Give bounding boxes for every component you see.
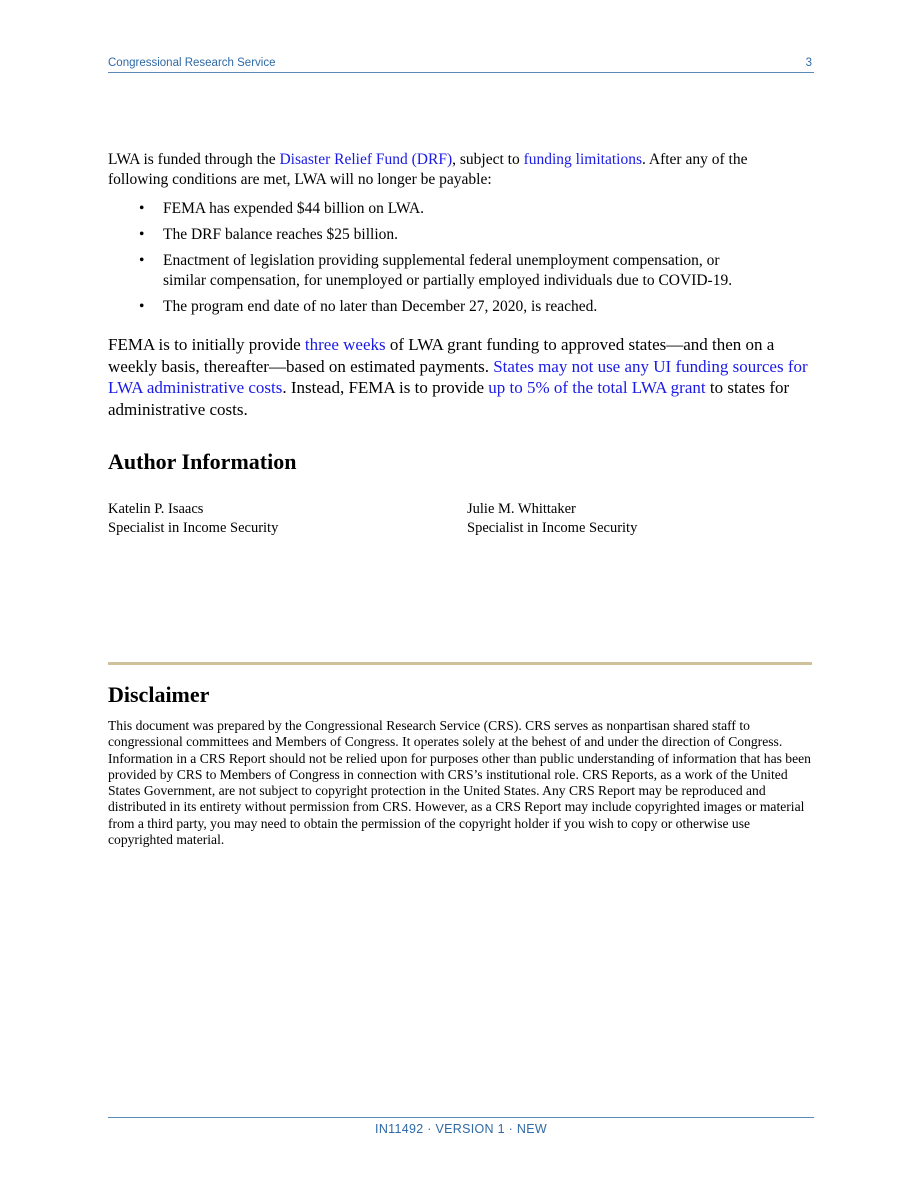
- disclaimer-heading: Disclaimer: [108, 682, 210, 707]
- list-item-text: FEMA has expended $44 billion on LWA.: [163, 200, 425, 217]
- list-item: [108, 251, 808, 291]
- ui-funding-sources-link[interactable]: States may not use any UI funding sources for LWA administrative costs: [108, 356, 808, 397]
- list-item-text: The program end date of no later than December 27, 2020, is reached.: [163, 298, 598, 315]
- author-name: Julie M. Whittaker: [467, 501, 576, 517]
- funding-text-3: . Instead, FEMA is to provide: [282, 378, 489, 397]
- author-information-heading: Author Information: [108, 449, 297, 474]
- funding-text-1: FEMA is to initially provide: [108, 335, 305, 354]
- bullet-icon: •: [139, 226, 145, 243]
- intro-text-1: LWA is funded through the: [108, 151, 280, 168]
- running-header: [108, 57, 814, 73]
- author-block: [467, 500, 637, 538]
- list-item-text: Enactment of legislation providing supplemental federal unemployment compensation, or similar compensation, for unemployed or partially employed individuals due to COVID-19.: [163, 252, 733, 289]
- section-divider: [108, 662, 812, 665]
- three-weeks-link[interactable]: three weeks: [304, 335, 386, 354]
- disaster-relief-fund-link[interactable]: Disaster Relief Fund (DRF): [279, 151, 453, 168]
- author-block: [108, 500, 278, 538]
- bullet-icon: •: [139, 298, 145, 315]
- funding-paragraph: [108, 334, 812, 420]
- intro-text-2: , subject to: [452, 151, 524, 168]
- list-item-text: The DRF balance reaches $25 billion.: [163, 226, 399, 243]
- header-page-number: 3: [805, 57, 812, 69]
- funding-limitations-link[interactable]: funding limitations: [523, 151, 642, 168]
- conditions-list: [108, 199, 808, 323]
- funding-text-2: of LWA grant funding to approved states—and then on a weekly basis, thereafter—based on estimated payments.: [108, 335, 775, 376]
- bullet-icon: •: [139, 252, 145, 269]
- list-item: [108, 297, 808, 317]
- author-title: Specialist in Income Security: [108, 520, 279, 536]
- list-item: [108, 199, 808, 219]
- footer-divider: [108, 1117, 814, 1118]
- bullet-icon: •: [139, 200, 145, 217]
- header-divider: [108, 72, 814, 73]
- author-title: Specialist in Income Security: [467, 520, 638, 536]
- administrative-grant-link[interactable]: up to 5% of the total LWA grant: [488, 378, 706, 397]
- header-org-name: Congressional Research Service: [108, 57, 276, 69]
- list-item: [108, 225, 808, 245]
- disclaimer-text: This document was prepared by the Congressional Research Service (CRS). CRS serves as nonpartisan shared staff to congressional committees and Members of Congress. It operates solely at the behest of and under the direction of Congress. Information in a CRS Report should not be relied upon for purposes other than public understanding of information that has been provided by CRS to Members of Congress in connection with CRS’s institutional role. CRS Reports, as a work of the United States Government, are not subject to copyright protection in the United States. Any CRS Report may be reproduced and distributed in its entirety without permission from CRS. However, as a CRS Report may include copyrighted images or material from a third party, you may need to obtain the permission of the copyright holder if you wish to copy or otherwise use copyrighted material.: [108, 718, 811, 848]
- author-name: Katelin P. Isaacs: [108, 501, 204, 517]
- intro-text-3: . After any of the following conditions are met, LWA will no longer be payable:: [108, 151, 748, 188]
- funding-text-4: to states for administrative costs.: [108, 378, 790, 419]
- footer-report-id: IN11492 · VERSION 1 · NEW: [375, 1122, 547, 1136]
- intro-paragraph: [108, 150, 808, 190]
